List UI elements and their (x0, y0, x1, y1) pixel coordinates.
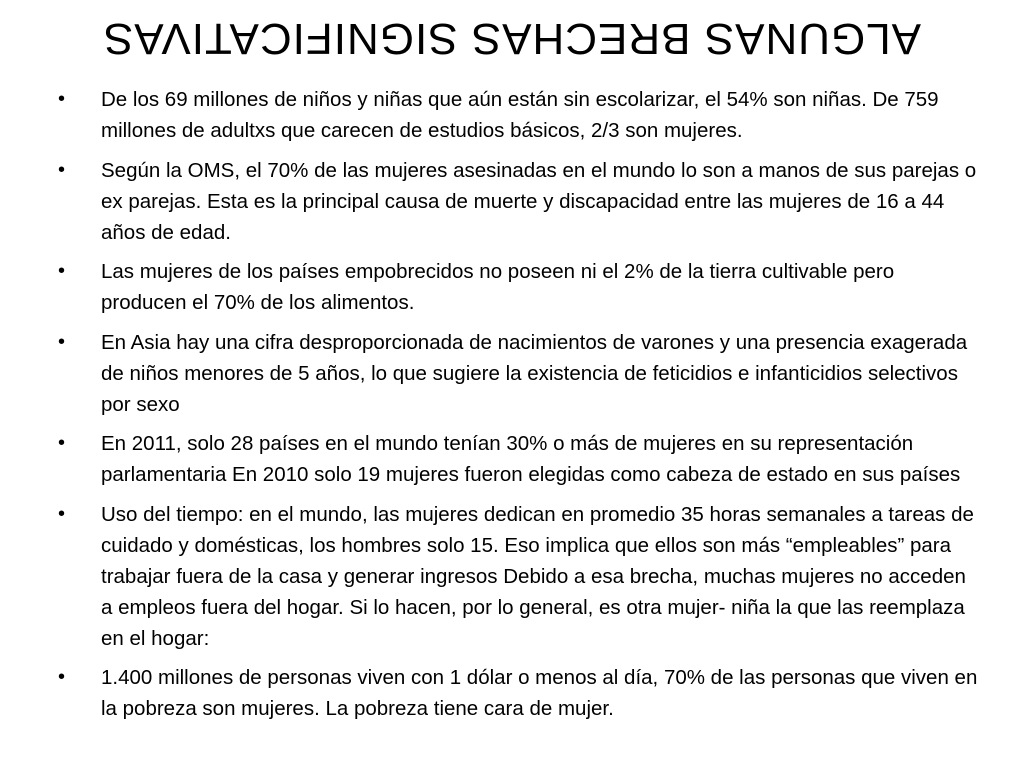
bullet-dot-icon: • (58, 158, 66, 181)
slide-title-upside-down: ALGUNAS BRECHAS SIGNIFICATIVAS (102, 14, 922, 63)
bullet-dot-icon: • (58, 260, 66, 282)
bullet-dot-icon: • (58, 666, 66, 688)
bullet-item-6 (58, 499, 978, 654)
bullet-text: Uso del tiempo: en el mundo, las mujeres dedican en promedio 35 horas semanales a tareas de cuidado y domésticas, los hombres solo 15. Eso implica que ellos son más “empleables” para trabajar fuera de la casa y generar ingresos Debido a esa brecha, muchas mujeres no acceden a empleos fuera del hogar. Si lo hacen, por lo general, es otra mujer- niña la que las reemplaza en el hogar: (101, 502, 974, 650)
bullet-text: Las mujeres de los países empobrecidos no poseen ni el 2% de la tierra cultivable pero producen el 70% de los alimentos. (101, 260, 895, 314)
bullet-text: En 2011, solo 28 países en el mundo tenían 30% o más de mujeres en su representación parlamentaria En 2010 solo 19 mujeres fueron elegidas como cabeza de estado en sus países (101, 432, 961, 486)
bullet-text: En Asia hay una cifra desproporcionada de nacimientos de varones y una presencia exagerada de niños menores de 5 años, lo que sugiere la existencia de feticidios e infanticidios selectivos por sexo (101, 330, 968, 416)
bullet-dot-icon: • (58, 330, 66, 353)
bullet-item-2 (58, 155, 978, 248)
bullet-dot-icon: • (58, 432, 66, 454)
bullet-item-4 (58, 327, 978, 420)
bullet-item-1 (58, 84, 978, 146)
bullet-item-5 (58, 428, 978, 490)
bullet-text: De los 69 millones de niños y niñas que aún están sin escolarizar, el 54% son niñas. De 759 millones de adultxs que carecen de estudios básicos, 2/3 son mujeres. (101, 88, 939, 142)
bullet-text: Según la OMS, el 70% de las mujeres asesinadas en el mundo lo son a manos de sus parejas o ex parejas. Esta es la principal causa de muerte y discapacidad entre las mujeres de 16 a 44 años de edad. (101, 158, 977, 244)
bullet-dot-icon: • (58, 502, 66, 525)
bullet-item-7 (58, 662, 978, 724)
bullet-list (58, 84, 978, 733)
bullet-text: 1.400 millones de personas viven con 1 dólar o menos al día, 70% de las personas que viven en la pobreza son mujeres. La pobreza tiene cara de mujer. (101, 666, 978, 720)
bullet-dot-icon: • (58, 88, 66, 110)
bullet-item-3 (58, 256, 978, 318)
